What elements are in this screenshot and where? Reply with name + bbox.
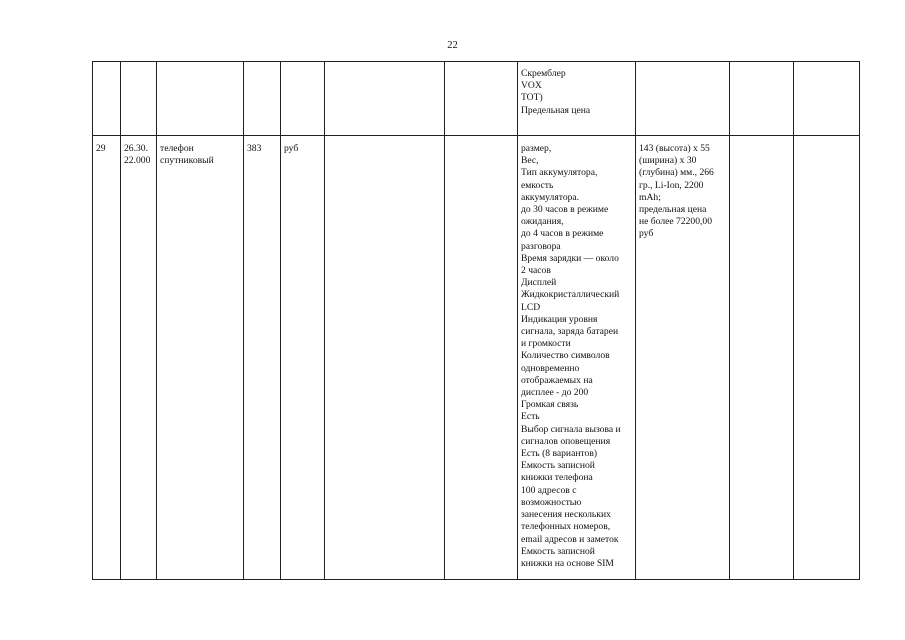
cell-number: [93, 136, 121, 580]
name-line: телефон: [160, 143, 194, 154]
spec-line: сигналов оповещения: [521, 435, 611, 447]
spec-line: Громкая связь: [521, 399, 579, 411]
spec-line: емкость: [521, 179, 554, 191]
spec-line: сигнала, заряда батареи: [521, 326, 619, 338]
cell-code: [121, 62, 157, 136]
spec-line: отображаемых на: [521, 374, 593, 386]
specification-table: [92, 61, 860, 580]
value-line: (глубина) мм., 266: [639, 167, 714, 179]
page-number: 22: [447, 40, 458, 51]
cell-code: [121, 136, 157, 580]
spec-line: аккумулятора.: [521, 191, 580, 203]
spec-line: Количество символов: [521, 350, 610, 362]
cell-empty: [325, 136, 445, 580]
spec-line: книжки телефона: [521, 472, 593, 484]
cell-unit: [281, 136, 325, 580]
cell-empty: [445, 62, 518, 136]
cell-name: [157, 136, 244, 580]
spec-line: Емкость записной: [521, 460, 595, 472]
spec-line: Вес,: [521, 155, 539, 167]
cell-unit-code: [244, 62, 281, 136]
table-row-continuation: [93, 62, 860, 136]
code-line: 22.000: [124, 155, 151, 167]
cell-unit: [281, 62, 325, 136]
spec-line: Есть: [521, 411, 540, 423]
spec-line: Емкость записной: [521, 545, 595, 557]
cell-empty: [730, 62, 794, 136]
cell-empty: [730, 136, 794, 580]
spec-line: Предельная цена: [521, 104, 591, 116]
item-number: 29: [96, 143, 106, 154]
cell-empty: [794, 62, 860, 136]
spec-line: размер,: [521, 143, 552, 154]
spec-line: ожидания,: [521, 216, 564, 228]
cell-value: [636, 136, 730, 580]
table-row-item-29: [93, 136, 860, 580]
unit-code: 383: [247, 143, 262, 154]
spec-line: Выбор сигнала вызова и: [521, 423, 621, 435]
spec-line: VOX: [521, 80, 542, 92]
cell-empty: [445, 136, 518, 580]
value-line: 143 (высота) х 55: [639, 143, 710, 154]
spec-line: 100 адресов с: [521, 484, 577, 496]
spec-line: Скремблер: [521, 68, 566, 79]
spec-line: TOT): [521, 92, 543, 104]
cell-empty: [794, 136, 860, 580]
spec-line: и громкости: [521, 338, 571, 350]
spec-line: до 4 часов в режиме: [521, 228, 604, 240]
spec-line: разговора: [521, 240, 561, 252]
cell-value: [636, 62, 730, 136]
spec-line: телефонных номеров,: [521, 521, 611, 533]
value-line: предельная цена: [639, 204, 707, 216]
cell-number: [93, 62, 121, 136]
spec-line: возможностью: [521, 496, 582, 508]
spec-line: книжки на основе SIM: [521, 557, 614, 569]
cell-empty: [325, 62, 445, 136]
spec-line: дисплее - до 200: [521, 387, 589, 399]
spec-line: до 30 часов в режиме: [521, 204, 609, 216]
value-line: mAh;: [639, 191, 661, 203]
cell-spec: [518, 62, 636, 136]
value-line: (ширина) х 30: [639, 155, 697, 167]
spec-line: Дисплей: [521, 277, 557, 289]
spec-line: Индикация уровня: [521, 313, 598, 325]
spec-line: email адресов и заметок: [521, 533, 619, 545]
value-line: гр., Li-Ion, 2200: [639, 179, 704, 191]
spec-line: Тип аккумулятора,: [521, 167, 598, 179]
spec-line: одновременно: [521, 362, 580, 374]
value-line: не более 72200,00: [639, 216, 713, 228]
unit: руб: [284, 143, 299, 154]
spec-line: Есть (8 вариантов): [521, 448, 598, 460]
cell-spec: [518, 136, 636, 580]
name-line: спутниковый: [160, 155, 214, 167]
spec-line: Жидкокристаллический: [521, 289, 620, 301]
spec-line: занесения нескольких: [521, 509, 611, 521]
spec-line: Время зарядки — около: [521, 252, 619, 264]
spec-line: 2 часов: [521, 265, 551, 277]
value-line: руб: [639, 228, 654, 240]
cell-name: [157, 62, 244, 136]
code-line: 26.30.: [124, 143, 148, 154]
cell-unit-code: [244, 136, 281, 580]
spec-line: LCD: [521, 301, 541, 313]
